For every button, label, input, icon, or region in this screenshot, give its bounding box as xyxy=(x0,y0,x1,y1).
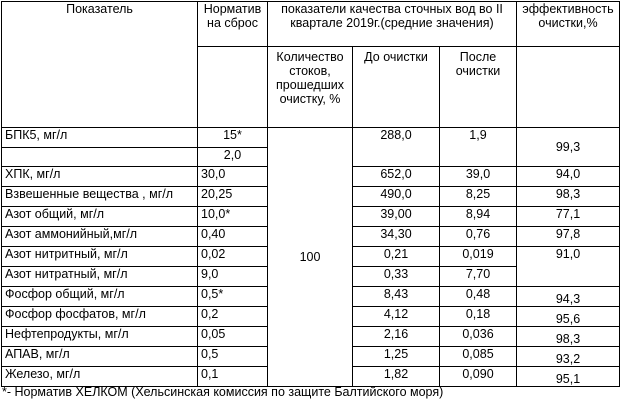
row-before: 0,21 xyxy=(353,247,440,267)
header-norm-blank xyxy=(198,47,268,128)
row-norm: 20,25 xyxy=(198,187,268,207)
row-before: 2,16 xyxy=(353,327,440,347)
row-before: 1,82 xyxy=(353,367,440,387)
row-norm: 9,0 xyxy=(198,267,268,287)
header-indicator: Показатель xyxy=(2,2,198,128)
row-efficiency: 94,3 xyxy=(517,287,620,307)
row-efficiency: 97,8 xyxy=(517,227,620,247)
header-before: До очистки xyxy=(353,47,440,128)
row-after: 8,25 xyxy=(440,187,517,207)
row-before: 8,43 xyxy=(353,287,440,307)
row-norm: 0,1 xyxy=(198,367,268,387)
header-norm: Норматив на сброс xyxy=(198,2,268,47)
row-norm-secondary: 2,0 xyxy=(198,148,268,167)
row-norm: 0,2 xyxy=(198,307,268,327)
row-efficiency: 91,0 xyxy=(517,247,620,287)
row-name: Фосфор фосфатов, мг/л xyxy=(2,307,198,327)
row-after: 0,090 xyxy=(440,367,517,387)
row-after: 0,036 xyxy=(440,327,517,347)
table-row xyxy=(2,128,620,148)
row-name: Азот нитратный, мг/л xyxy=(2,267,198,287)
row-efficiency: 77,1 xyxy=(517,207,620,227)
row-efficiency: 95,6 xyxy=(517,307,620,327)
row-name: БПК5, мг/л xyxy=(2,128,198,148)
row-name: Железо, мг/л xyxy=(2,367,198,387)
row-after: 0,019 xyxy=(440,247,517,267)
row-before: 1,25 xyxy=(353,347,440,367)
row-name: Фосфор общий, мг/л xyxy=(2,287,198,307)
row-name-blank xyxy=(2,148,198,167)
row-before: 0,33 xyxy=(353,267,440,287)
row-after: 0,76 xyxy=(440,227,517,247)
row-norm: 0,05 xyxy=(198,327,268,347)
header-after: После очистки xyxy=(440,47,517,128)
row-norm: 0,40 xyxy=(198,227,268,247)
row-name: Взвешенные вещества , мг/л xyxy=(2,187,198,207)
row-name: Нефтепродукты, мг/л xyxy=(2,327,198,347)
row-name: Азот нитритный, мг/л xyxy=(2,247,198,267)
row-before: 652,0 xyxy=(353,167,440,187)
row-before: 4,12 xyxy=(353,307,440,327)
row-norm: 0,5 xyxy=(198,347,268,367)
row-name: ХПК, мг/л xyxy=(2,167,198,187)
row-efficiency: 95,1 xyxy=(517,367,620,387)
row-before: 39,00 xyxy=(353,207,440,227)
row-after: 1,9 xyxy=(440,128,517,167)
row-norm: 30,0 xyxy=(198,167,268,187)
row-efficiency: 99,3 xyxy=(517,128,620,167)
wastewater-quality-table xyxy=(1,1,620,387)
row-norm: 0,02 xyxy=(198,247,268,267)
row-name: АПАВ, мг/л xyxy=(2,347,198,367)
footnote: *- Норматив ХЕЛКОМ (Хельсинская комиссия по защите Балтийского моря) xyxy=(2,385,444,399)
row-after: 8,94 xyxy=(440,207,517,227)
row-name: Азот общий, мг/л xyxy=(2,207,198,227)
row-before: 34,30 xyxy=(353,227,440,247)
header-volume: Количество стоков, прошедших очистку, % xyxy=(268,47,353,128)
row-efficiency: 93,2 xyxy=(517,347,620,367)
row-norm: 0,5* xyxy=(198,287,268,307)
row-after: 0,085 xyxy=(440,347,517,367)
row-after: 39,0 xyxy=(440,167,517,187)
row-norm: 15* xyxy=(198,128,268,148)
row-after: 0,18 xyxy=(440,307,517,327)
row-after: 0,48 xyxy=(440,287,517,307)
row-norm: 10,0* xyxy=(198,207,268,227)
header-efficiency: эффективность очистки,% xyxy=(517,2,620,47)
row-efficiency: 98,3 xyxy=(517,327,620,347)
row-efficiency: 94,0 xyxy=(517,167,620,187)
header-eff-blank xyxy=(517,47,620,128)
header-quality: показатели качества сточных вод во II квартале 2019г.(средние значения) xyxy=(268,2,517,47)
row-before: 490,0 xyxy=(353,187,440,207)
row-efficiency: 98,3 xyxy=(517,187,620,207)
row-before: 288,0 xyxy=(353,128,440,167)
row-name: Азот аммонийный,мг/л xyxy=(2,227,198,247)
volume-value: 100 xyxy=(268,128,353,387)
row-after: 7,70 xyxy=(440,267,517,287)
